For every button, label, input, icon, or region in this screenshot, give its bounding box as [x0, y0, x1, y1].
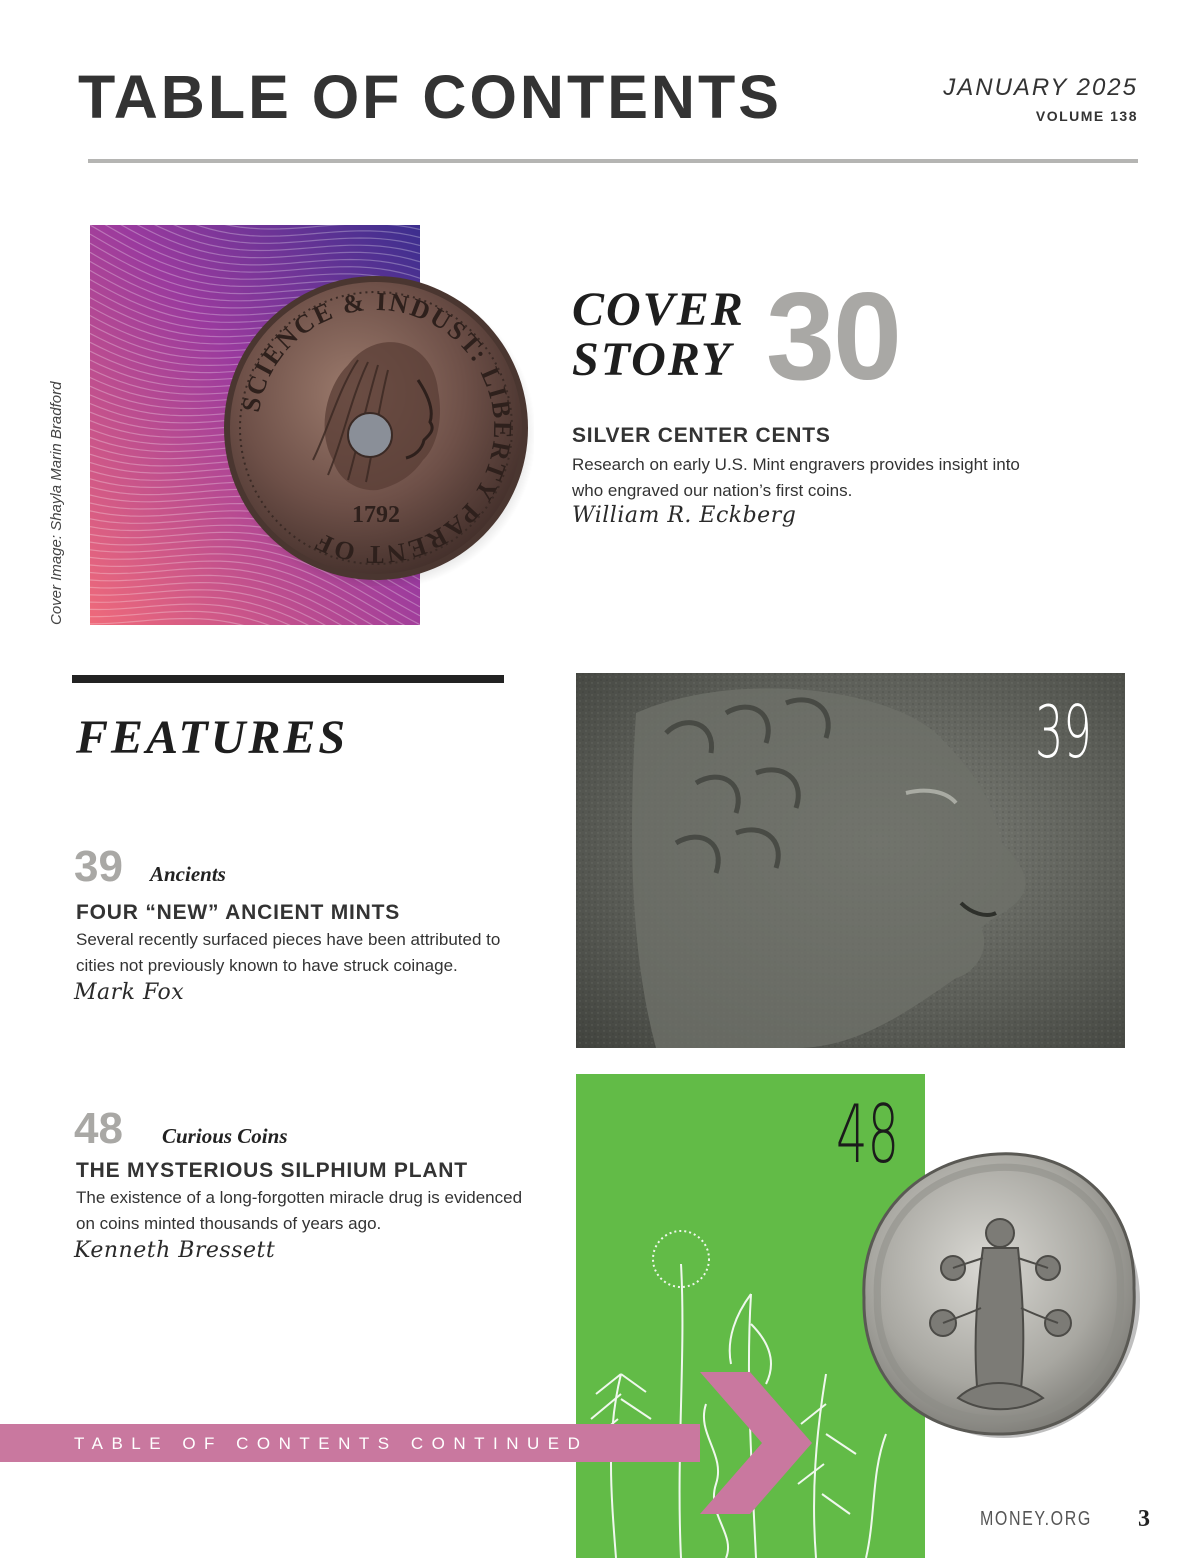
features-divider [72, 675, 504, 683]
feature-39-image-number: 39 [1035, 690, 1092, 774]
1792-silver-center-cent-coin[interactable] [218, 270, 534, 586]
feature-48-image-number: 48 [836, 1088, 900, 1181]
features-title: FEATURES [76, 711, 349, 764]
cover-story-label [572, 285, 745, 385]
cover-story-label-line1: COVER [572, 283, 745, 336]
cover-story-description: Research on early U.S. Mint engravers provides insight into who engraved our nation’s first coins. [572, 455, 1020, 500]
footer-website[interactable]: MONEY.ORG [980, 1508, 1092, 1530]
page-title: TABLE OF CONTENTS [78, 63, 782, 131]
continued-label[interactable]: TABLE OF CONTENTS CONTINUED [74, 1434, 589, 1453]
footer-page-number: 3 [1138, 1506, 1150, 1532]
cover-story-author: William R. Eckberg [572, 503, 797, 528]
feature-headline[interactable]: THE MYSTERIOUS SILPHIUM PLANT [76, 1159, 468, 1182]
issue-month: JANUARY 2025 [943, 74, 1138, 101]
cover-story-page-number[interactable]: 30 [766, 268, 900, 406]
silphium-silver-coin[interactable] [858, 1148, 1140, 1440]
feature-author: Kenneth Bressett [74, 1238, 276, 1263]
feature-description: Several recently surfaced pieces have been attributed to cities not previously known to have struck coinage. [76, 930, 501, 975]
header-divider [88, 159, 1138, 163]
feature-description: The existence of a long-forgotten miracle drug is evidenced on coins minted thousands of years ago. [76, 1188, 523, 1233]
arrow-right-icon[interactable] [690, 1372, 820, 1514]
issue-volume: VOLUME 138 [1035, 108, 1138, 124]
svg-text:SCIENCE & INDUST: LIBERTY PARE: SCIENCE & INDUST: LIBERTY PARENT OF [236, 286, 518, 570]
cover-story-label-line2: STORY [572, 333, 733, 386]
feature-category: Curious Coins [162, 1124, 288, 1148]
feature-page-number[interactable]: 39 [74, 842, 123, 891]
feature-category: Ancients [150, 862, 226, 886]
feature-author: Mark Fox [74, 980, 185, 1005]
svg-text:1792: 1792 [352, 502, 400, 528]
cover-story-headline[interactable]: SILVER CENTER CENTS [572, 424, 831, 447]
cover-image-credit: Cover Image: Shayla Marin Bradford [48, 381, 65, 625]
feature-page-number[interactable]: 48 [74, 1104, 123, 1153]
feature-headline[interactable]: FOUR “NEW” ANCIENT MINTS [76, 901, 401, 924]
